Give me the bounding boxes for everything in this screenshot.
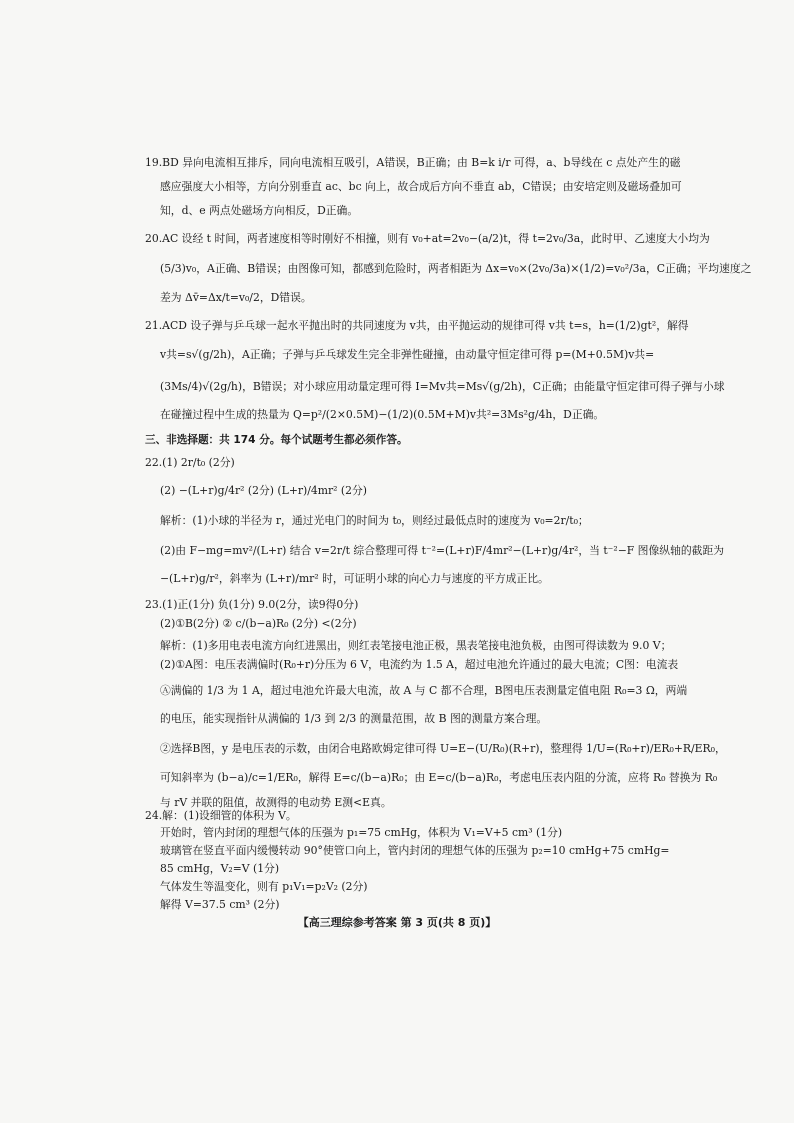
q24-line-5: 气体发生等温变化，则有 p₁V₁=p₂V₂ (2分): [160, 880, 368, 893]
q23-analysis-2: (2)①A图：电压表满偏时(R₀+r)分压为 6 V，电流约为 1.5 A，超过电池允许通过的最大电流；C图：电流表: [160, 658, 679, 671]
q20-line-1: 20.AC 设经 t 时间，两者速度相等时刚好不相撞，则有 v₀+at=2v₀−(a/2)t，得 t=2v₀/3a，此时甲、乙速度大小均为: [145, 232, 710, 245]
q21-line-1: 21.ACD 设子弹与乒乓球一起水平抛出时的共同速度为 v共，由平抛运动的规律可得 v共 t=s，h=(1/2)gt²，解得: [145, 319, 689, 332]
q23-answer-1: 23.(1)正(1分) 负(1分) 9.0(2分，读9得0分): [145, 598, 359, 611]
q24-line-3: 玻璃管在竖直平面内缓慢转动 90°使管口向上，管内封闭的理想气体的压强为 p₂=10 cmHg+75 cmHg=: [160, 844, 670, 857]
q24-line-4: 85 cmHg，V₂=V (1分): [160, 862, 280, 875]
q23-analysis-4: 的电压，能实现指针从满偏的 1/3 到 2/3 的测量范围，故 B 图的测量方案合理。: [160, 712, 548, 725]
q23-analysis-3: Ⓐ满偏的 1/3 为 1 A，超过电池允许最大电流，故 A 与 C 都不合理，B图电压表测量定值电阻 R₀=3 Ω，两端: [160, 684, 688, 697]
q20-line-3: 差为 Δv̄=Δx/t=v₀/2，D错误。: [160, 291, 312, 304]
q22-analysis-1: 解析：(1)小球的半径为 r，通过光电门的时间为 t₀，则经过最低点时的速度为 v₀=2r/t₀；: [160, 514, 589, 527]
q21-line-4: 在碰撞过程中生成的热量为 Q=p²/(2×0.5M)−(1/2)(0.5M+M)v共²=3Ms²g/4h，D正确。: [160, 408, 605, 421]
q21-line-3: (3Ms/4)√(2g/h)，B错误；对小球应用动量定理可得 I=Mv共=Ms√(g/2h)，C正确；由能量守恒定律可得子弹与小球: [160, 380, 725, 393]
q24-line-1: 24.解：(1)设细管的体积为 V。: [145, 809, 297, 822]
q22-analysis-3: −(L+r)g/r²，斜率为 (L+r)/mr² 时，可证明小球的向心力与速度的平方成正比。: [160, 572, 549, 585]
q23-answer-2: (2)①B(2分) ② c/(b−a)R₀ (2分) <(2分): [160, 617, 357, 630]
q24-line-6: 解得 V=37.5 cm³ (2分): [160, 898, 280, 911]
q19-line-1: 19.BD 异向电流相互排斥，同向电流相互吸引，A错误，B正确；由 B=k i/r 可得，a、b导线在 c 点处产生的磁: [145, 156, 681, 169]
q22-answer-2: (2) −(L+r)g/4r² (2分) (L+r)/4mr² (2分): [160, 484, 367, 497]
q23-analysis-6: 可知斜率为 (b−a)/c=1/ER₀，解得 E=c/(b−a)R₀；由 E=c/(b−a)R₀，考虑电压表内阻的分流，应将 R₀ 替换为 R₀: [160, 771, 718, 784]
q22-answer-1: 22.(1) 2r/t₀ (2分): [145, 456, 235, 469]
q23-analysis-7: 与 rV 并联的阻值，故测得的电动势 E测<E真。: [160, 796, 392, 809]
q22-analysis-2: (2)由 F−mg=mv²/(L+r) 结合 v=2r/t 综合整理可得 t⁻²=(L+r)F/4mr²−(L+r)g/4r²，当 t⁻²−F 图像纵轴的截距为: [160, 544, 725, 557]
q19-line-3: 知，d、e 两点处磁场方向相反，D正确。: [160, 204, 359, 217]
section-heading: 三、非选择题：共 174 分。每个试题考生都必须作答。: [145, 434, 408, 446]
q19-line-2: 感应强度大小相等，方向分别垂直 ac、bc 向上，故合成后方向不垂直 ab，C错误；由安培定则及磁场叠加可: [160, 180, 682, 193]
q21-line-2: v共=s√(g/2h)，A正确；子弹与乒乓球发生完全非弹性碰撞，由动量守恒定律可得 p=(M+0.5M)v共=: [160, 348, 655, 361]
q23-analysis-1: 解析：(1)多用电表电流方向红进黑出，则红表笔接电池正极，黑表笔接电池负极，由图可得读数为 9.0 V；: [160, 639, 672, 652]
q20-line-2: (5/3)v₀，A正确、B错误；由图像可知，都感到危险时，两者相距为 Δx=v₀×(2v₀/3a)×(1/2)=v₀²/3a，C正确；平均速度之: [160, 262, 752, 275]
q23-analysis-5: ②选择B图，y 是电压表的示数，由闭合电路欧姆定律可得 U=E−(U/R₀)(R+r)，整理得 1/U=(R₀+r)/ER₀+R/ER₀，: [160, 742, 726, 755]
page-footer: 【高三理综参考答案 第 3 页(共 8 页)】: [297, 916, 497, 929]
q24-line-2: 开始时，管内封闭的理想气体的压强为 p₁=75 cmHg，体积为 V₁=V+5 cm³ (1分): [160, 826, 563, 839]
